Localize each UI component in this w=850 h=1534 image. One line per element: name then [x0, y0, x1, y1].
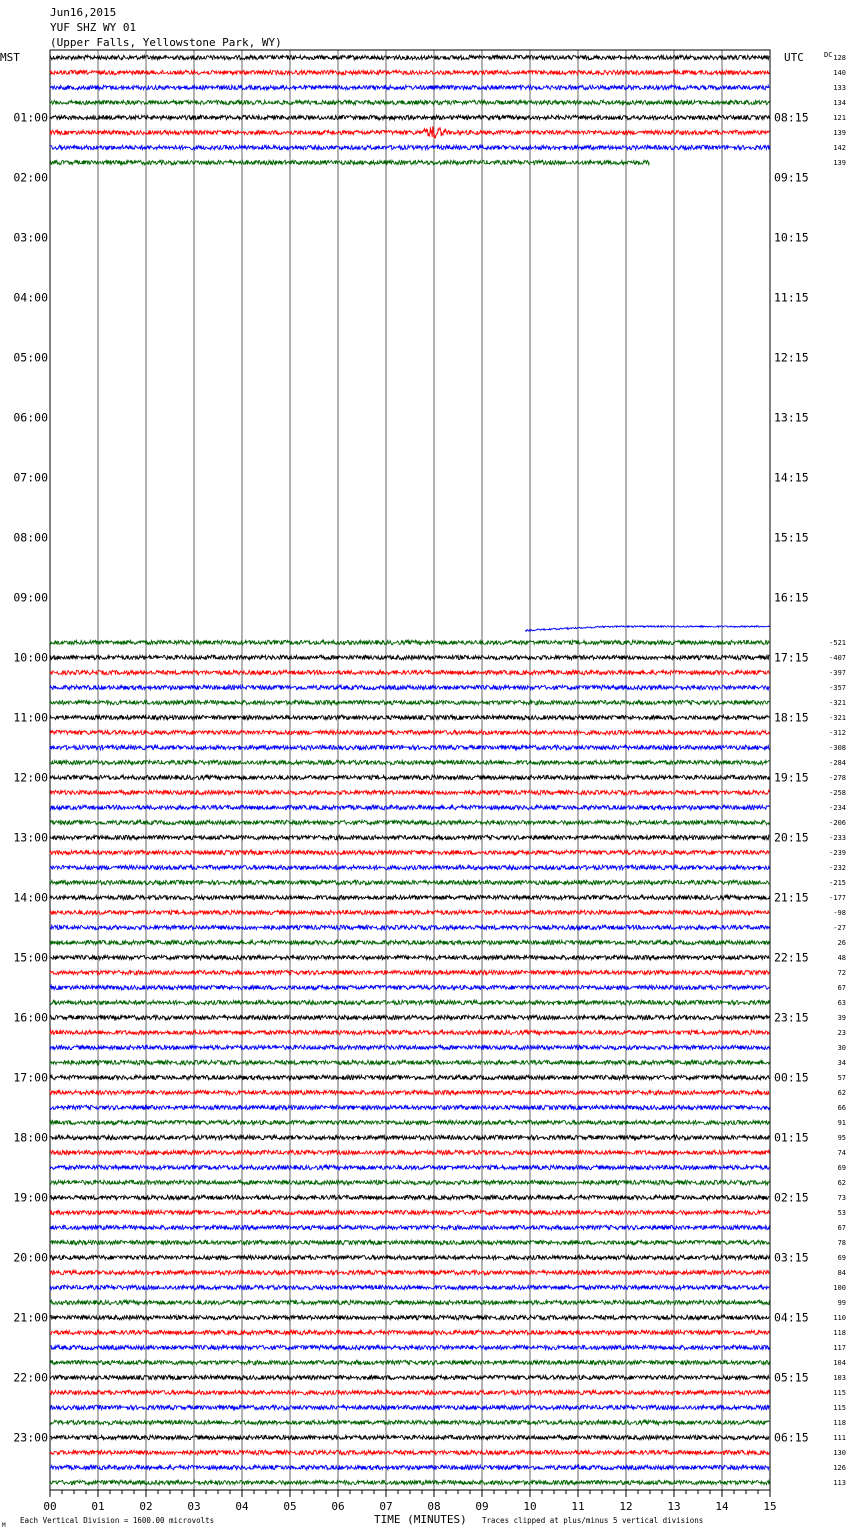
trace-line [50, 1195, 769, 1199]
trace-line [50, 1270, 769, 1274]
trace-line [50, 1480, 769, 1484]
dc-value: 118 [833, 1419, 846, 1427]
dc-value: 140 [833, 69, 846, 77]
trace-line [50, 970, 769, 974]
trace-line [50, 745, 769, 749]
dc-value: 39 [837, 1014, 846, 1022]
utc-hour-label: 11:15 [774, 290, 809, 305]
trace-line [50, 1165, 769, 1169]
dc-value: 23 [837, 1029, 846, 1037]
trace-line [50, 126, 769, 138]
x-tick-label: 07 [379, 1500, 393, 1513]
x-axis [43, 1490, 776, 1513]
trace-line [50, 1150, 769, 1154]
trace-line [525, 626, 769, 631]
trace-line [50, 1435, 769, 1439]
trace-line [50, 145, 769, 149]
mst-hour-label: 19:00 [13, 1190, 48, 1205]
trace-line [50, 85, 769, 89]
dc-value: 63 [837, 999, 846, 1007]
mst-hour-label: 02:00 [13, 170, 48, 185]
trace-line [50, 790, 769, 794]
dc-value: 62 [837, 1179, 846, 1187]
mst-hour-label: 18:00 [13, 1130, 48, 1145]
dc-value: 69 [837, 1164, 846, 1172]
dc-value: 99 [837, 1299, 846, 1307]
utc-hour-label: 02:15 [774, 1190, 809, 1205]
utc-hour-label: 15:15 [774, 530, 809, 545]
dc-value: 72 [837, 969, 846, 977]
dc-value: 48 [837, 954, 846, 962]
trace-line [50, 940, 769, 944]
mst-hour-label: 20:00 [13, 1250, 48, 1265]
right-timezone-label: UTC [784, 51, 804, 64]
trace-line [50, 1225, 769, 1229]
utc-hour-label: 09:15 [774, 170, 809, 185]
trace-line [50, 160, 649, 164]
x-tick-label: 01 [91, 1500, 105, 1513]
mst-hour-label: 04:00 [13, 290, 48, 305]
trace-line [50, 1105, 769, 1109]
x-tick-label: 03 [187, 1500, 201, 1513]
dc-value: -321 [829, 714, 846, 722]
dc-value: 30 [837, 1044, 846, 1052]
mst-hour-label: 10:00 [13, 650, 48, 665]
dc-value: 115 [833, 1389, 846, 1397]
mst-hour-label: 05:00 [13, 350, 48, 365]
x-tick-label: 13 [667, 1500, 681, 1513]
dc-value: 139 [833, 129, 846, 137]
utc-hour-label: 21:15 [774, 890, 809, 905]
dc-value: -232 [829, 864, 846, 872]
dc-value: 134 [833, 99, 846, 107]
dc-value: 67 [837, 984, 846, 992]
utc-hour-label: 22:15 [774, 950, 809, 965]
footer-right-note: Traces clipped at plus/minus 5 vertical divisions [482, 1516, 704, 1525]
dc-value: 113 [833, 1479, 846, 1487]
trace-line [50, 1390, 769, 1394]
dc-value: 53 [837, 1209, 846, 1217]
trace-line [50, 1240, 769, 1244]
dc-value: -177 [829, 894, 846, 902]
mst-hour-label: 15:00 [13, 950, 48, 965]
utc-hour-label: 03:15 [774, 1250, 809, 1265]
dc-value: 62 [837, 1089, 846, 1097]
utc-hour-label: 17:15 [774, 650, 809, 665]
trace-line [50, 895, 769, 899]
dc-value: 111 [833, 1434, 846, 1442]
mst-hour-label: 23:00 [13, 1430, 48, 1445]
trace-line [50, 1030, 769, 1034]
dc-value: 118 [833, 1329, 846, 1337]
dc-value: -521 [829, 639, 846, 647]
trace-line [50, 655, 769, 659]
dc-value: -258 [829, 789, 846, 797]
dc-value: -357 [829, 684, 846, 692]
dc-value: -206 [829, 819, 846, 827]
trace-line [50, 55, 769, 59]
trace-line [50, 730, 769, 734]
footer-left-note: Each Vertical Division = 1600.00 microvolts [20, 1516, 215, 1525]
corner-mark: M [2, 1522, 6, 1529]
trace-line [50, 685, 769, 689]
trace-line [50, 1210, 769, 1214]
dc-value: -278 [829, 774, 846, 782]
utc-hour-label: 16:15 [774, 590, 809, 605]
x-tick-label: 00 [43, 1500, 57, 1513]
dc-value: 104 [833, 1359, 846, 1367]
x-tick-label: 10 [523, 1500, 537, 1513]
mst-hour-label: 08:00 [13, 530, 48, 545]
dc-value: 142 [833, 144, 846, 152]
dc-value: -321 [829, 699, 846, 707]
dc-value: -234 [829, 804, 846, 812]
mst-hour-label: 21:00 [13, 1310, 48, 1325]
trace-line [50, 1285, 769, 1289]
trace-line [50, 1360, 769, 1364]
dc-value: 128 [833, 54, 846, 62]
left-timezone-label: MST [0, 51, 20, 64]
dc-value: 57 [837, 1074, 846, 1082]
utc-hour-label: 23:15 [774, 1010, 809, 1025]
trace-line [50, 1315, 769, 1319]
utc-hour-label: 20:15 [774, 830, 809, 845]
trace-line [50, 1045, 769, 1049]
trace-line [50, 700, 769, 704]
utc-hour-label: 04:15 [774, 1310, 809, 1325]
x-tick-label: 09 [475, 1500, 489, 1513]
x-tick-label: 11 [571, 1500, 585, 1513]
trace-line [50, 805, 769, 809]
dc-value: 95 [837, 1134, 846, 1142]
dc-value: 73 [837, 1194, 846, 1202]
mst-hour-label: 22:00 [13, 1370, 48, 1385]
dc-value: -239 [829, 849, 846, 857]
x-axis-title: TIME (MINUTES) [374, 1513, 467, 1526]
trace-line [50, 715, 769, 719]
trace-line [50, 865, 769, 869]
trace-line [50, 1180, 769, 1184]
dc-value: 115 [833, 1404, 846, 1412]
utc-hour-label: 10:15 [774, 230, 809, 245]
trace-line [50, 1405, 769, 1409]
dc-value-group [829, 54, 846, 1487]
dc-value: 117 [833, 1344, 846, 1352]
trace-line [50, 850, 769, 854]
dc-value: 110 [833, 1314, 846, 1322]
trace-line [50, 835, 769, 839]
dc-value: 121 [833, 114, 846, 122]
dc-value: 69 [837, 1254, 846, 1262]
dc-label: DC [824, 51, 833, 59]
trace-group [50, 55, 769, 1484]
trace-line [50, 1255, 769, 1259]
dc-value: -284 [829, 759, 846, 767]
utc-hour-label: 18:15 [774, 710, 809, 725]
trace-line [50, 1090, 769, 1094]
mst-hour-label: 07:00 [13, 470, 48, 485]
dc-value: 139 [833, 159, 846, 167]
trace-line [50, 760, 769, 764]
trace-line [50, 1420, 769, 1424]
dc-value: 130 [833, 1449, 846, 1457]
dc-value: 67 [837, 1224, 846, 1232]
dc-value: -308 [829, 744, 846, 752]
utc-hour-label: 13:15 [774, 410, 809, 425]
trace-line [50, 1450, 769, 1454]
mst-hour-label: 06:00 [13, 410, 48, 425]
trace-line [50, 100, 769, 104]
dc-value: 133 [833, 84, 846, 92]
trace-line [50, 1330, 769, 1334]
dc-value: -98 [833, 909, 846, 917]
dc-value: -312 [829, 729, 846, 737]
trace-line [50, 880, 769, 884]
mst-hour-label: 09:00 [13, 590, 48, 605]
x-tick-label: 05 [283, 1500, 297, 1513]
trace-line [50, 925, 769, 929]
dc-value: 84 [837, 1269, 846, 1277]
trace-line [50, 1375, 769, 1379]
trace-line [50, 115, 769, 119]
dc-value: -27 [833, 924, 846, 932]
mst-hour-label: 03:00 [13, 230, 48, 245]
x-tick-label: 04 [235, 1500, 249, 1513]
trace-line [50, 910, 769, 914]
dc-value: 66 [837, 1104, 846, 1112]
x-tick-label: 12 [619, 1500, 633, 1513]
dc-value: -407 [829, 654, 846, 662]
mst-hour-label: 11:00 [13, 710, 48, 725]
x-tick-label: 14 [715, 1500, 729, 1513]
utc-hour-label: 08:15 [774, 110, 809, 125]
mst-hour-label: 12:00 [13, 770, 48, 785]
trace-line [50, 70, 769, 74]
trace-line [50, 1075, 769, 1079]
utc-hour-label: 00:15 [774, 1070, 809, 1085]
dc-value: 126 [833, 1464, 846, 1472]
dc-value: 103 [833, 1374, 846, 1382]
utc-hour-label: 01:15 [774, 1130, 809, 1145]
dc-value: -233 [829, 834, 846, 842]
x-tick-label: 08 [427, 1500, 441, 1513]
trace-line [50, 640, 769, 644]
trace-line [50, 1000, 769, 1004]
dc-value: 26 [837, 939, 846, 947]
dc-value: 100 [833, 1284, 846, 1292]
trace-line [50, 955, 769, 959]
mst-hour-label: 01:00 [13, 110, 48, 125]
dc-value: 74 [837, 1149, 846, 1157]
trace-line [50, 670, 769, 674]
x-tick-label: 06 [331, 1500, 345, 1513]
x-tick-label: 15 [763, 1500, 777, 1513]
trace-line [50, 985, 769, 989]
trace-line [50, 820, 769, 824]
trace-line [50, 1300, 769, 1304]
header-location: (Upper Falls, Yellowstone Park, WY) [50, 36, 282, 49]
utc-hour-label: 12:15 [774, 350, 809, 365]
mst-hour-label: 13:00 [13, 830, 48, 845]
dc-value: 34 [837, 1059, 846, 1067]
dc-value: -397 [829, 669, 846, 677]
trace-line [50, 1060, 769, 1064]
trace-line [50, 1015, 769, 1019]
trace-line [50, 775, 769, 779]
x-tick-label: 02 [139, 1500, 153, 1513]
dc-value: 78 [837, 1239, 846, 1247]
trace-line [50, 1345, 769, 1349]
mst-hour-label: 14:00 [13, 890, 48, 905]
mst-hour-label: 17:00 [13, 1070, 48, 1085]
dc-value: 91 [837, 1119, 846, 1127]
utc-hour-label: 05:15 [774, 1370, 809, 1385]
trace-line [50, 1120, 769, 1124]
trace-line [50, 1465, 769, 1469]
dc-value: -215 [829, 879, 846, 887]
mst-hour-label: 16:00 [13, 1010, 48, 1025]
header-station: YUF SHZ WY 01 [50, 21, 137, 34]
utc-hour-label: 14:15 [774, 470, 809, 485]
trace-line [50, 1135, 769, 1139]
header-date: Jun16,2015 [50, 6, 117, 19]
utc-hour-label: 19:15 [774, 770, 809, 785]
utc-hour-label: 06:15 [774, 1430, 809, 1445]
